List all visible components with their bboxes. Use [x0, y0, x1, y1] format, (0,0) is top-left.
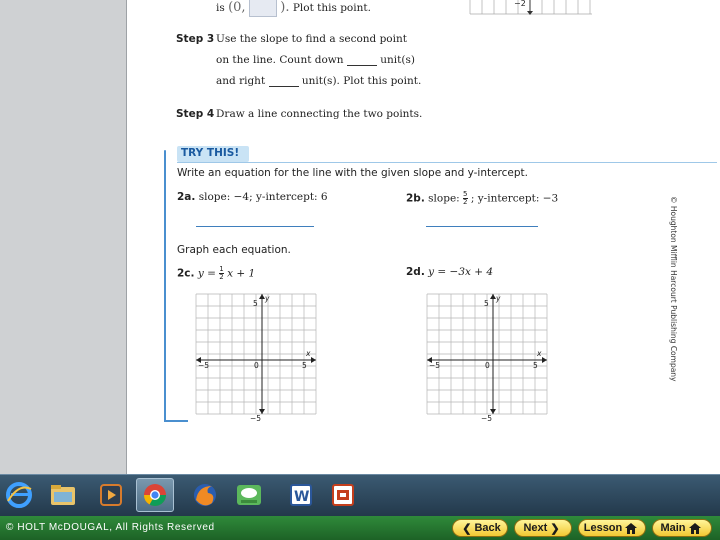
tick-label-x5: 5	[302, 361, 307, 370]
problem-2a	[177, 191, 328, 203]
home-icon	[689, 523, 701, 534]
problem-2c	[177, 266, 255, 281]
x-axis-label: x	[537, 349, 542, 358]
problem-2b-fraction	[463, 191, 467, 206]
x-arrow-right	[542, 357, 547, 363]
step3-line2a: on the line. Count down	[216, 54, 344, 66]
problem-2b-num: 5	[463, 190, 468, 198]
problem-2b-text: ; y-intercept: −3	[470, 192, 559, 205]
chevron-left-icon: ❮	[462, 522, 472, 535]
try-this-label: TRY THIS!	[181, 147, 240, 159]
step3-line3a: and right	[216, 75, 266, 87]
count-down-blank[interactable]	[347, 56, 377, 66]
internet-explorer-icon[interactable]	[0, 478, 38, 512]
svg-text:W: W	[294, 489, 310, 505]
footer-copyright: © HOLT McDOUGAL, All Rights Reserved	[6, 522, 215, 533]
grid-lines	[196, 294, 316, 414]
next-label: Next	[523, 522, 548, 534]
chevron-right-icon: ❯	[550, 522, 560, 535]
step3-line2	[216, 54, 415, 66]
instruction-graph: Graph each equation.	[177, 244, 291, 256]
taskbar	[0, 474, 720, 516]
step3-line2b: unit(s)	[380, 54, 415, 66]
problem-2c-eq-prefix: y =	[197, 267, 216, 280]
side-accent-foot	[164, 420, 188, 422]
copyright-vertical-text: © Houghton Mifflin Harcourt Publishing Company	[669, 196, 678, 382]
tick-label-y5: 5	[253, 299, 258, 308]
left-viewer-pane	[0, 0, 127, 474]
problem-2c-eq-tail: x + 1	[227, 267, 256, 280]
powerpoint-icon[interactable]	[324, 478, 362, 512]
problem-2c-den: 2	[219, 273, 224, 281]
document-page	[128, 0, 720, 474]
step2-paren-close: ).	[280, 0, 290, 15]
firefox-icon[interactable]	[186, 478, 224, 512]
tick-label-yneg5: −5	[250, 414, 262, 424]
y-axis-label: y	[496, 294, 501, 303]
problem-2b-den: 2	[463, 198, 468, 206]
x-axis-label: x	[306, 349, 311, 358]
answer-box[interactable]	[249, 0, 277, 17]
problem-2b-label: 2b.	[406, 192, 425, 205]
tick-label-xneg5: −5	[429, 361, 441, 370]
try-this-banner	[177, 146, 249, 162]
word-icon[interactable]	[282, 478, 320, 512]
file-explorer-icon[interactable]	[44, 478, 82, 512]
problem-2c-num: 1	[219, 265, 224, 273]
copyright-vertical	[664, 196, 680, 382]
problem-2a-label: 2a.	[177, 191, 196, 203]
answer-line-2a[interactable]	[196, 226, 314, 227]
step2-paren-open: (0,	[228, 0, 246, 15]
footer-bar	[0, 516, 720, 540]
problem-2d-equation: y = −3x + 4	[428, 266, 494, 278]
media-player-icon[interactable]	[92, 478, 130, 512]
home-icon	[625, 523, 637, 534]
top-graph-label: −2	[514, 0, 526, 8]
step2-text: Plot this point.	[292, 2, 371, 14]
tick-label-x5: 5	[533, 361, 538, 370]
problem-2c-fraction	[219, 266, 223, 281]
x-arrow-right	[311, 357, 316, 363]
tick-label-yneg5: −5	[481, 414, 493, 424]
step4-label: Step 4	[176, 108, 215, 120]
problem-2d	[406, 266, 493, 278]
graph-2c[interactable]	[195, 293, 317, 424]
step2-prefix: is	[216, 2, 225, 14]
tick-label-y5: 5	[484, 299, 489, 308]
grid-lines	[427, 294, 547, 414]
problem-2b	[406, 191, 558, 206]
problem-2b-slope-prefix: slope:	[428, 192, 460, 205]
next-button[interactable]	[514, 519, 572, 537]
graph-2d[interactable]	[426, 293, 548, 424]
step3-line3b: unit(s). Plot this point.	[301, 75, 422, 87]
back-button[interactable]	[452, 519, 508, 537]
step2-tail	[216, 0, 371, 17]
instruction-write-equation: Write an equation for the line with the given slope and y-intercept.	[177, 167, 528, 179]
side-accent-line	[164, 150, 166, 422]
chrome-icon[interactable]	[136, 478, 174, 512]
step3-line3	[216, 75, 421, 87]
camtasia-icon[interactable]	[230, 478, 268, 512]
problem-2d-label: 2d.	[406, 266, 425, 278]
main-button[interactable]	[652, 519, 712, 537]
y-axis-label: y	[265, 294, 270, 303]
back-label: Back	[474, 522, 501, 534]
lesson-label: Lesson	[583, 522, 623, 534]
answer-line-2b[interactable]	[426, 226, 538, 227]
problem-2a-text: slope: −4; y-intercept: 6	[198, 191, 328, 203]
origin-label: 0	[254, 361, 259, 370]
try-this-underline	[177, 162, 717, 163]
origin-label: 0	[485, 361, 490, 370]
partial-graph-top	[470, 0, 592, 16]
count-right-blank[interactable]	[269, 77, 299, 87]
main-label: Main	[660, 522, 686, 534]
lesson-button[interactable]	[578, 519, 646, 537]
tick-label-xneg5: −5	[198, 361, 210, 370]
step3-line1: Use the slope to find a second point	[216, 33, 407, 45]
step4-text: Draw a line connecting the two points.	[216, 108, 423, 120]
problem-2c-label: 2c.	[177, 267, 195, 280]
step3-label: Step 3	[176, 33, 215, 45]
